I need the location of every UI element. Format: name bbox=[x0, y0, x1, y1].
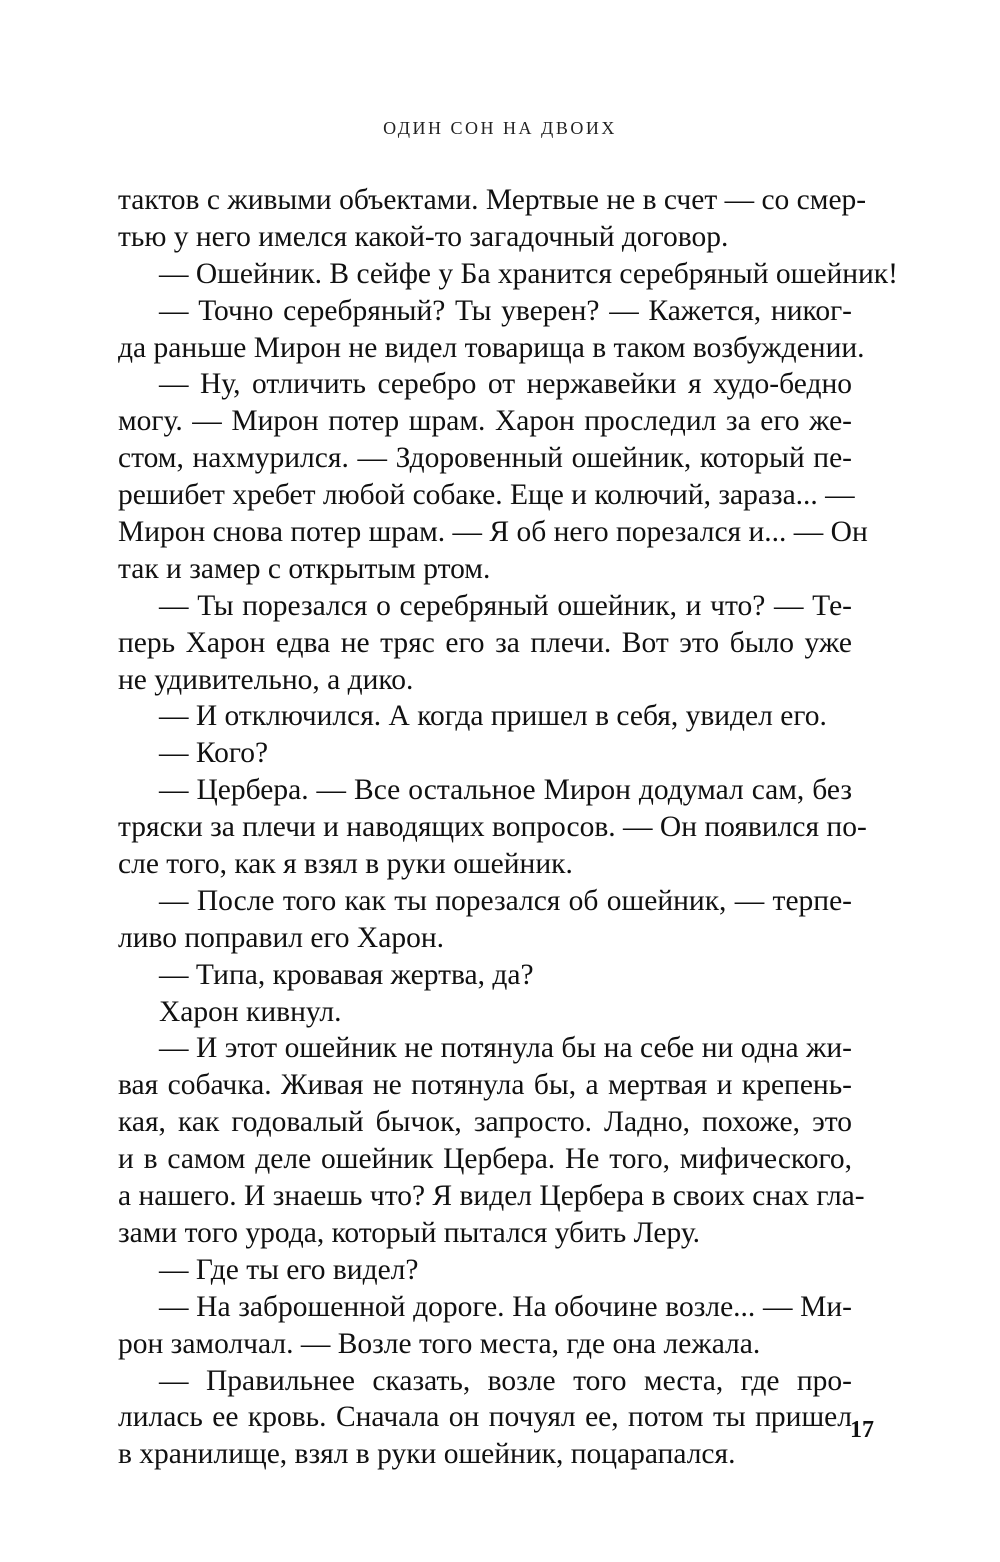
running-title: ОДИН СОН НА ДВОИХ bbox=[383, 118, 617, 138]
text-line: тряски за плечи и наводящих вопросов. — Он появился по- bbox=[118, 811, 867, 844]
text-line: лилась ее кровь. Сначала он почуял ее, потом ты пришел bbox=[118, 1401, 852, 1434]
text-line: тактов с живыми объектами. Мертвые не в счет — со смер- bbox=[118, 184, 867, 216]
text-line: — Правильнее сказать, возле того места, где про- bbox=[159, 1364, 852, 1397]
text-line: Мирон снова потер шрам. — Я об него порезался и... — Он bbox=[118, 516, 868, 549]
text-line: стом, нахмурился. — Здоровенный ошейник, который пе- bbox=[118, 442, 852, 475]
text-line: — Цербера. — Все остальное Мирон додумал сам, без bbox=[159, 774, 852, 807]
text-line: Харон кивнул. bbox=[159, 995, 342, 1028]
text-line: — Типа, кровавая жертва, да? bbox=[159, 958, 534, 991]
text-line: — Точно серебряный? Ты уверен? — Кажется, никог- bbox=[159, 294, 852, 327]
text-line: сле того, как я взял в руки ошейник. bbox=[118, 848, 573, 881]
text-line: и в самом деле ошейник Цербера. Не того, мифического, bbox=[118, 1143, 852, 1176]
text-line: зами того урода, который пытался убить Леру. bbox=[118, 1216, 701, 1249]
text-line: перь Харон едва не тряс его за плечи. Вот это было уже bbox=[118, 626, 852, 659]
text-line: — И отключился. А когда пришел в себя, увидел его. bbox=[159, 700, 827, 733]
text-line: — Ошейник. В сейфе у Ба хранится серебряный ошейник! bbox=[159, 257, 898, 290]
text-line: не удивительно, а дико. bbox=[118, 663, 414, 696]
text-line: кая, как годовалый бычок, запросто. Ладно, похоже, это bbox=[118, 1106, 852, 1139]
text-line: в хранилище, взял в руки ошейник, поцарапался. bbox=[118, 1438, 736, 1471]
text-line: — Ну, отличить серебро от нержавейки я худо-бедно bbox=[159, 368, 852, 401]
text-line: — Ты порезался о серебряный ошейник, и что? — Те- bbox=[159, 589, 852, 622]
text-line: решибет хребет любой собаке. Еще и колючий, зараза... — bbox=[118, 479, 855, 512]
text-line: да раньше Мирон не видел товарища в таком возбуждении. bbox=[118, 331, 865, 364]
text-line: ливо поправил его Харон. bbox=[118, 921, 444, 954]
text-line: — На заброшенной дороге. На обочине возле... — Ми- bbox=[159, 1290, 852, 1323]
text-line: а нашего. И знаешь что? Я видел Цербера в своих снах гла- bbox=[118, 1180, 865, 1213]
text-line: вая собачка. Живая не потянула бы, а мертвая и крепень- bbox=[118, 1069, 852, 1102]
text-line: так и замер с открытым ртом. bbox=[118, 552, 491, 585]
text-line: — Кого? bbox=[159, 737, 269, 770]
page-number: 17 bbox=[850, 1417, 874, 1443]
text-line: — После того как ты порезался об ошейник, — терпе- bbox=[159, 884, 852, 917]
text-line: рон замолчал. — Возле того места, где она лежала. bbox=[118, 1327, 761, 1360]
text-line: — И этот ошейник не потянула бы на себе ни одна жи- bbox=[159, 1032, 852, 1065]
text-line: тью у него имелся какой-то загадочный договор. bbox=[118, 220, 729, 253]
text-line: могу. — Мирон потер шрам. Харон проследил за его же- bbox=[118, 405, 852, 438]
text-line: — Где ты его видел? bbox=[159, 1253, 419, 1286]
